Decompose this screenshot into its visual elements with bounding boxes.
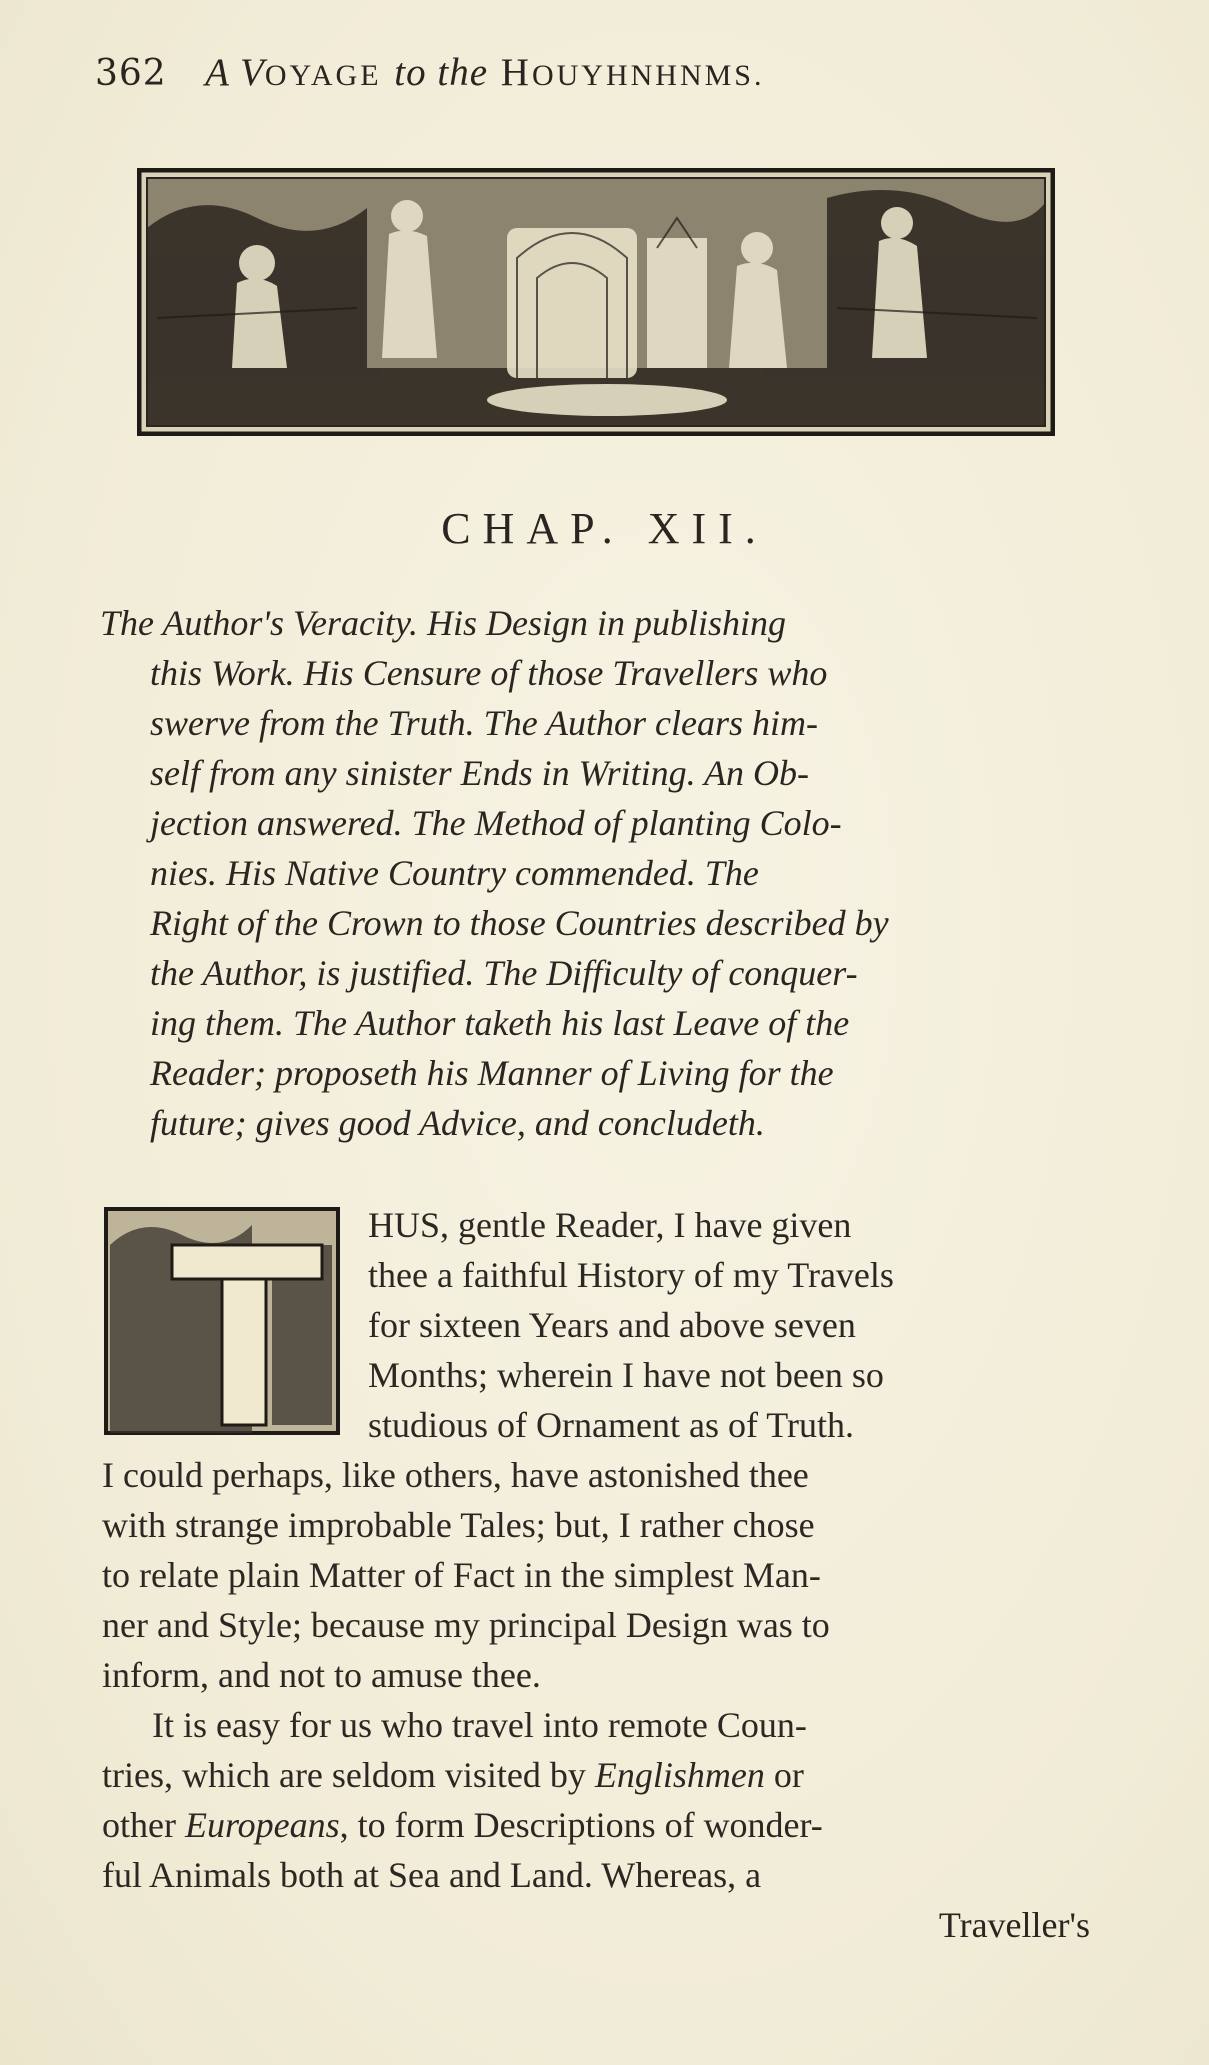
- text-line: with strange improbable Tales; but, I rather chose: [102, 1505, 815, 1545]
- synopsis-line: ing them. The Author taketh his last Leave of the: [150, 1003, 850, 1043]
- synopsis-line: swerve from the Truth. The Author clears him-: [150, 703, 818, 743]
- synopsis-line: self from any sinister Ends in Writing. An Ob-: [150, 753, 810, 793]
- synopsis-line: nies. His Native Country commended. The: [150, 853, 759, 893]
- text-line: for sixteen Years and above seven: [368, 1305, 856, 1345]
- italic-word: Europeans: [184, 1805, 340, 1845]
- synopsis-line: jection answered. The Method of planting Colo-: [150, 803, 842, 843]
- decorated-initial-letter: [102, 1205, 342, 1437]
- running-title: A VOYAGE to the HOUYHNHNMS.: [205, 51, 765, 94]
- text-line: I could perhaps, like others, have astonished thee: [102, 1455, 809, 1495]
- text-line: HUS, gentle Reader, I have given: [368, 1205, 852, 1245]
- synopsis-line: future; gives good Advice, and concludeth.: [150, 1103, 765, 1143]
- italic-word: Englishmen: [594, 1755, 765, 1795]
- synopsis-line: The Author's Veracity. His Design in publishing: [100, 603, 787, 643]
- synopsis-line: this Work. His Censure of those Travellers who: [150, 653, 828, 693]
- text-line: to relate plain Matter of Fact in the simplest Man-: [102, 1555, 821, 1595]
- text-line: other Europeans, to form Descriptions of wonder-: [102, 1805, 823, 1845]
- running-header: [95, 50, 1095, 110]
- text-line: inform, and not to amuse thee.: [102, 1655, 541, 1695]
- synopsis-line: Right of the Crown to those Countries described by: [150, 903, 889, 943]
- text-line: Months; wherein I have not been so: [368, 1355, 884, 1395]
- synopsis-line: the Author, is justified. The Difficulty of conquer-: [150, 953, 858, 993]
- paragraph-one-continued: [102, 1450, 1090, 1700]
- paragraph-opening: [368, 1200, 1090, 1450]
- text-line: ner and Style; because my principal Design was to: [102, 1605, 830, 1645]
- text-line: ful Animals both at Sea and Land. Whereas, a: [102, 1855, 762, 1895]
- text-line: studious of Ornament as of Truth.: [368, 1405, 854, 1445]
- paragraph-two: [102, 1700, 1090, 1900]
- page-number: 362: [95, 53, 167, 94]
- text-line: tries, which are seldom visited by Englishmen or: [102, 1755, 804, 1795]
- chapter-synopsis: [100, 598, 1090, 1148]
- text-line: thee a faithful History of my Travels: [368, 1255, 894, 1295]
- chapter-heading: CHAP. XII.: [441, 504, 768, 553]
- catchword: Traveller's: [938, 1905, 1090, 1945]
- woodcut-headpiece-illustration: [137, 168, 1055, 436]
- synopsis-line: Reader; proposeth his Manner of Living for the: [150, 1053, 834, 1093]
- text-line: It is easy for us who travel into remote Coun-: [152, 1705, 807, 1745]
